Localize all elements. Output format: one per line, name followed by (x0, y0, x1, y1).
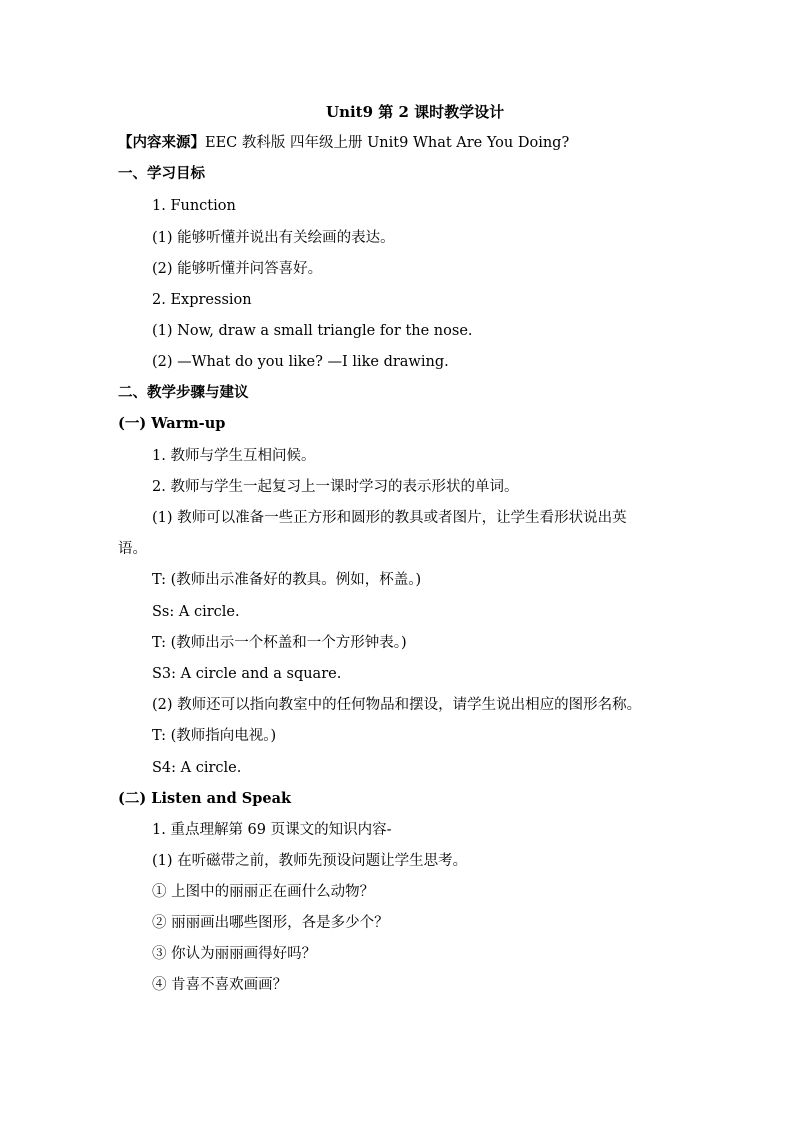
document-title: Unit9 第 2 课时教学设计 (326, 103, 505, 121)
listen-line: (1) 在听磁带之前，教师先预设问题让学生思考。 (152, 853, 468, 869)
warmup-line: (2) 教师还可以指向教室中的任何物品和摆设，请学生说出相应的图形名称。 (152, 697, 642, 713)
warmup-line: T: (教师出示准备好的教具。例如，杯盖。) (152, 572, 422, 588)
section-heading-steps: 二、教学步骤与建议 (118, 384, 249, 401)
warmup-line: Ss: A circle. (152, 604, 240, 620)
warmup-line: 语。 (118, 541, 147, 557)
expression-item: (2) —What do you like? —I like drawing. (152, 354, 449, 370)
warmup-line: S3: A circle and a square. (152, 666, 342, 682)
listen-question: ② 丽丽画出哪些图形，各是多少个？ (152, 915, 389, 931)
warmup-line: T: (教师出示一个杯盖和一个方形钟表。) (152, 635, 407, 651)
warmup-line: S4: A circle. (152, 760, 242, 776)
section-heading-objectives: 一、学习目标 (118, 165, 205, 182)
warmup-line: 2. 教师与学生一起复习上一课时学习的表示形状的单词。 (152, 479, 519, 495)
function-label: 1. Function (152, 198, 236, 214)
content-source-text: EEC 教科版 四年级上册 Unit9 What Are You Doing? (205, 135, 570, 151)
listen-question: ④ 肯喜不喜欢画画？ (152, 977, 288, 993)
expression-label: 2. Expression (152, 292, 252, 308)
listen-question: ③ 你认为丽丽画得好吗？ (152, 946, 317, 962)
warmup-line: T: (教师指向电视。) (152, 728, 277, 744)
function-item: (2) 能够听懂并问答喜好。 (152, 261, 323, 277)
subsection-heading-warmup: (一) Warm-up (118, 415, 226, 432)
subsection-heading-listen: (二) Listen and Speak (118, 790, 292, 807)
warmup-line: 1. 教师与学生互相问候。 (152, 448, 316, 464)
content-source-line (118, 133, 569, 153)
expression-item: (1) Now, draw a small triangle for the nose. (152, 323, 473, 339)
function-item: (1) 能够听懂并说出有关绘画的表达。 (152, 230, 395, 246)
content-source-label: 【内容来源】 (118, 134, 205, 151)
listen-question: ① 上图中的丽丽正在画什么动物？ (152, 884, 375, 900)
listen-line: 1. 重点理解第 69 页课文的知识内容- (152, 822, 392, 838)
warmup-line: (1) 教师可以准备一些正方形和圆形的教具或者图片，让学生看形状说出英 (152, 510, 627, 526)
